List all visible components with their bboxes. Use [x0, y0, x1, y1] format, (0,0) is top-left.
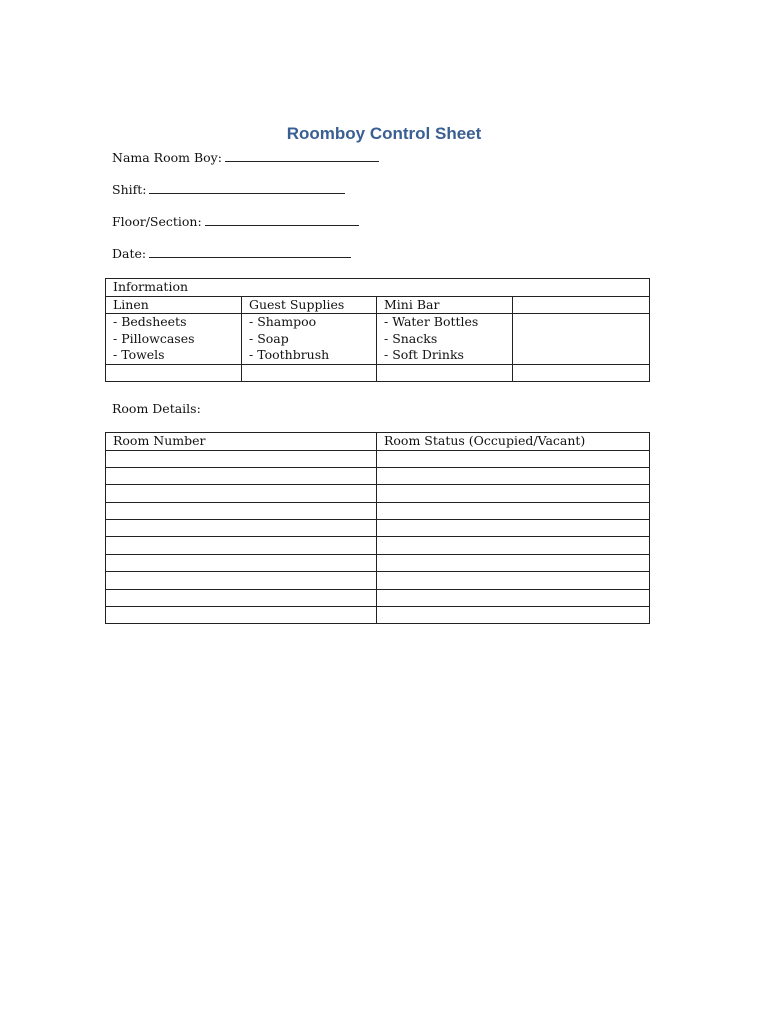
- room-number-cell[interactable]: [106, 554, 377, 571]
- table-row: [106, 467, 650, 484]
- room-status-cell[interactable]: [377, 467, 650, 484]
- field-label: Date:: [112, 246, 147, 261]
- guest-supplies-items: [242, 314, 377, 365]
- table-row: [106, 485, 650, 502]
- field-label: Shift:: [112, 182, 147, 197]
- empty-cell[interactable]: [513, 314, 650, 365]
- table-row: [106, 520, 650, 537]
- table-row: [106, 502, 650, 519]
- table-row: [106, 554, 650, 571]
- field-room-boy-name: [112, 150, 379, 166]
- room-number-cell[interactable]: [106, 520, 377, 537]
- room-status-cell[interactable]: [377, 607, 650, 624]
- information-table: [105, 278, 650, 382]
- field-date: [112, 246, 351, 262]
- empty-cell[interactable]: [513, 364, 650, 381]
- list-item: - Towels: [113, 347, 165, 362]
- table-row: [106, 450, 650, 467]
- table-row: [106, 572, 650, 589]
- column-header-linen: Linen: [106, 296, 242, 314]
- page-title: Roomboy Control Sheet: [286, 124, 482, 143]
- room-status-cell[interactable]: [377, 502, 650, 519]
- room-status-cell[interactable]: [377, 589, 650, 606]
- table-row: [106, 589, 650, 606]
- room-number-cell[interactable]: [106, 450, 377, 467]
- list-item: - Toothbrush: [249, 347, 330, 362]
- room-number-cell[interactable]: [106, 502, 377, 519]
- table-header-row: [106, 279, 650, 297]
- field-shift: [112, 182, 345, 198]
- room-number-cell[interactable]: [106, 589, 377, 606]
- empty-cell[interactable]: [106, 364, 242, 381]
- room-number-cell[interactable]: [106, 467, 377, 484]
- room-status-cell[interactable]: [377, 572, 650, 589]
- field-label: Nama Room Boy:: [112, 150, 222, 165]
- column-header-mini-bar: Mini Bar: [377, 296, 513, 314]
- information-header: Information: [106, 279, 650, 297]
- blank-line[interactable]: [149, 247, 351, 258]
- room-status-cell[interactable]: [377, 520, 650, 537]
- list-item: - Bedsheets: [113, 314, 187, 329]
- room-number-cell[interactable]: [106, 572, 377, 589]
- column-header-guest-supplies: Guest Supplies: [242, 296, 377, 314]
- blank-line[interactable]: [149, 183, 345, 194]
- list-item: - Soap: [249, 330, 289, 346]
- room-status-cell[interactable]: [377, 537, 650, 554]
- empty-cell[interactable]: [377, 364, 513, 381]
- table-header-row: [106, 433, 650, 451]
- table-column-row: [106, 296, 650, 314]
- room-status-cell[interactable]: [377, 554, 650, 571]
- empty-cell[interactable]: [242, 364, 377, 381]
- room-number-cell[interactable]: [106, 537, 377, 554]
- field-label: Floor/Section:: [112, 214, 202, 229]
- room-status-cell[interactable]: [377, 450, 650, 467]
- list-item: - Water Bottles: [384, 314, 479, 329]
- column-header-room-number: Room Number: [106, 433, 377, 451]
- room-status-cell[interactable]: [377, 485, 650, 502]
- table-row: [106, 314, 650, 365]
- list-item: - Soft Drinks: [384, 347, 464, 362]
- blank-line[interactable]: [225, 151, 379, 162]
- table-row: [106, 537, 650, 554]
- blank-line[interactable]: [205, 215, 359, 226]
- room-details-label: Room Details:: [112, 401, 201, 416]
- linen-items: [106, 314, 242, 365]
- column-header-empty[interactable]: [513, 296, 650, 314]
- table-row: [106, 364, 650, 381]
- field-floor-section: [112, 214, 359, 230]
- list-item: - Shampoo: [249, 314, 317, 329]
- list-item: - Snacks: [384, 330, 438, 346]
- list-item: - Pillowcases: [113, 330, 195, 346]
- mini-bar-items: [377, 314, 513, 365]
- table-row: [106, 607, 650, 624]
- room-number-cell[interactable]: [106, 485, 377, 502]
- room-details-table: [105, 432, 650, 624]
- column-header-room-status: Room Status (Occupied/Vacant): [377, 433, 650, 451]
- room-number-cell[interactable]: [106, 607, 377, 624]
